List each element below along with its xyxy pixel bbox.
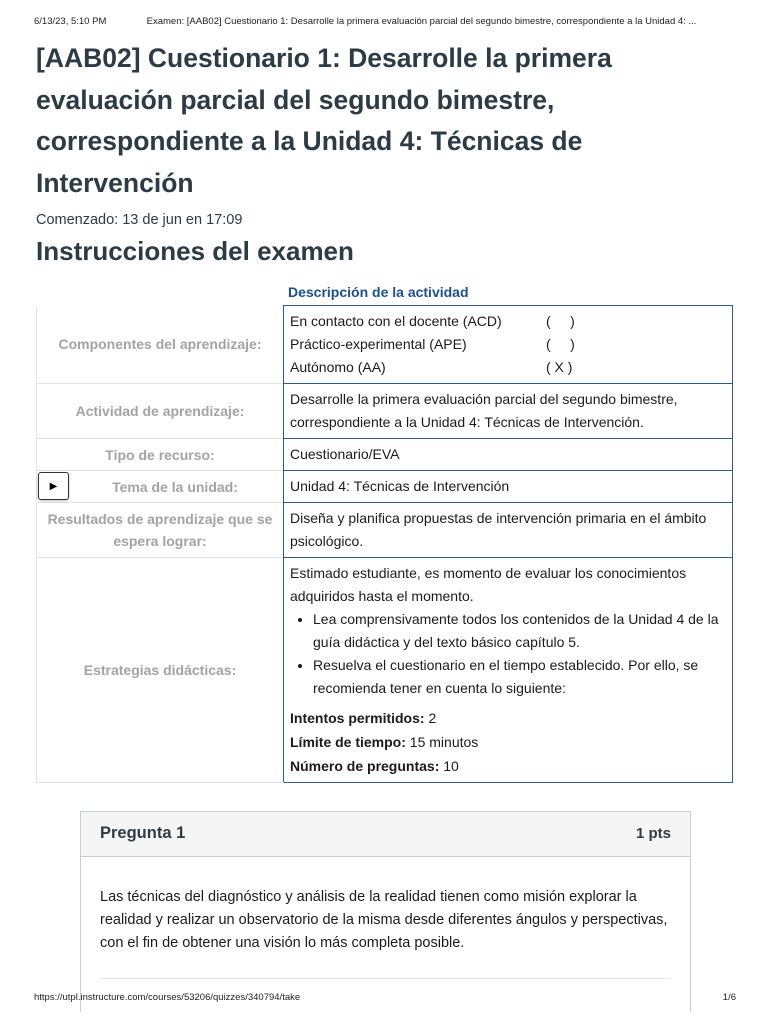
time-limit [290,730,726,754]
components-label: Componentes del aprendizaje: [37,306,284,384]
attempts-allowed [290,706,726,730]
list-item: • Lea comprensivamente todos los contenidos de la Unidad 4 de la guía didáctica y del texto básico capítulo 5. [313,608,726,654]
resource-value: Cuestionario/EVA [284,439,733,471]
topic-value: Unidad 4: Técnicas de Intervención [284,471,733,503]
question-text: Las técnicas del diagnóstico y análisis de la realidad tienen como misión explorar la realidad y realizar un observatorio de la misma desde diferentes ángulos y perspectivas, con el fin de obtener una visión lo más completa posible. [100,889,668,951]
print-doc-title: Examen: [AAB02] Cuestionario 1: Desarrolle la primera evaluación parcial del segundo bimestre, correspondiente a la Unidad 4: ... [146,16,697,27]
question-count-label: Número de preguntas: [290,758,440,774]
question-points: 1 pts [635,825,671,842]
instructions-heading: Instrucciones del examen [36,236,354,266]
strategies-value [284,558,733,783]
component-mark: ( X ) [546,359,573,375]
list-item: • Resuelva el cuestionario en el tiempo establecido. Por ello, se recomienda tener en cuenta lo siguiente: [313,654,726,700]
components-value [284,306,733,384]
divider [100,978,670,979]
question-count [290,754,726,778]
component-item [290,356,726,379]
strategies-intro: Estimado estudiante, es momento de evaluar los conocimientos adquiridos hasta el momento. [290,565,687,604]
strategies-list [290,608,726,700]
question-count-value: 10 [443,758,459,774]
topic-label [37,471,284,503]
table-row [37,503,733,558]
component-item [290,310,726,333]
print-page-number: 1/6 [722,992,736,1003]
attempts-value: 2 [428,710,437,726]
activity-table [36,305,733,783]
table-row [37,306,733,384]
print-url: https://utpl.instructure.com/courses/53206/quizzes/340794/take [34,992,301,1003]
table-row [37,471,733,503]
started-timestamp: Comenzado: 13 de jun en 17:09 [36,212,243,228]
attempts-label: Intentos permitidos: [290,710,425,726]
quiz-title: [AAB02] Cuestionario 1: Desarrolle la primera evaluación parcial del segundo bimestre, correspondiente a la Unidad 4: Técnicas de Intervención [36,43,612,198]
table-row [37,384,733,439]
topic-label-text: Tema de la unidad: [112,478,238,495]
activity-value: Desarrolle la primera evaluación parcial del segundo bimestre, correspondiente a la Unidad 4: Técnicas de Intervención. [284,384,733,439]
component-item [290,333,726,356]
time-limit-label: Límite de tiempo: [290,734,406,750]
component-name: En contacto con el docente (ACD) [290,313,502,329]
time-limit-value: 15 minutos [409,734,479,750]
component-mark: ( ) [546,313,575,329]
strategies-label: Estrategias didácticas: [37,558,284,783]
print-header [34,16,744,27]
component-name: Autónomo (AA) [290,359,386,375]
print-footer [34,992,736,1003]
play-button[interactable] [38,472,69,500]
table-row [37,558,733,783]
table-row [37,439,733,471]
play-icon: ▶ [49,480,58,492]
results-value: Diseña y planifica propuestas de intervención primaria en el ámbito psicológico. [284,503,733,558]
question-card [80,811,691,1012]
activity-label: Actividad de aprendizaje: [37,384,284,439]
question-header [81,812,690,857]
resource-label: Tipo de recurso: [37,439,284,471]
results-label: Resultados de aprendizaje que se espera lograr: [37,503,284,558]
activity-description-caption: Descripción de la actividad [288,284,469,300]
component-mark: ( ) [546,336,575,352]
component-name: Práctico-experimental (APE) [290,336,467,352]
question-name: Pregunta 1 [100,824,186,842]
print-datetime: 6/13/23, 5:10 PM [34,16,107,27]
